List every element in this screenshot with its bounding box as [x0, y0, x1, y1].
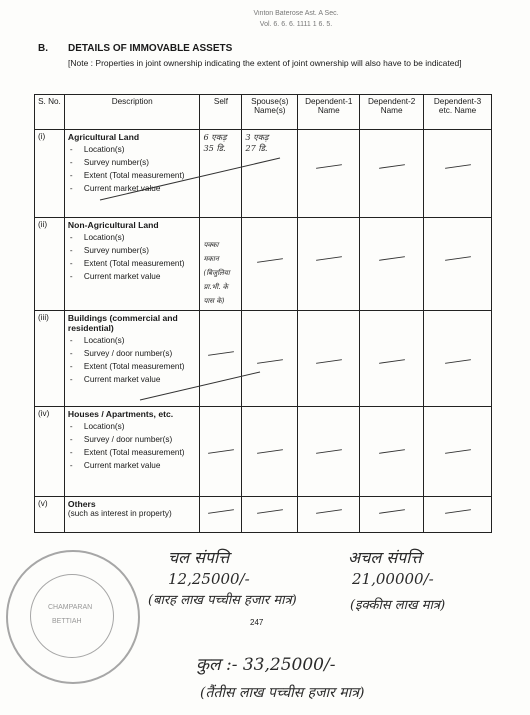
dependent-3-cell — [424, 130, 492, 218]
official-seal — [6, 550, 140, 684]
section-letter: B. — [38, 43, 48, 54]
blank-dash — [316, 449, 342, 454]
strike-line — [140, 372, 260, 400]
row-sub-label: (such as interest in property) — [67, 509, 172, 518]
row-label: Others — [67, 499, 96, 509]
table-row — [35, 407, 492, 497]
strike-lines — [80, 140, 330, 410]
row-item: - Current market value — [68, 374, 197, 385]
movable-label: चल संपत्ति — [168, 548, 230, 567]
header-sno: S. No. — [35, 95, 65, 130]
row-item: - Extent (Total measurement) — [68, 258, 197, 269]
immovable-label: अचल संपत्ति — [348, 548, 422, 567]
blank-dash — [208, 509, 234, 514]
blank-dash — [445, 256, 471, 261]
header-dependent-3: Dependent-3 etc. Name — [424, 95, 492, 130]
blank-dash — [379, 509, 405, 514]
table-row — [35, 497, 492, 533]
blank-dash — [445, 164, 471, 169]
row-item: - Survey number(s) — [68, 245, 197, 256]
movable-value: 12,25000/- — [168, 570, 250, 588]
row-number: (i) — [35, 130, 65, 218]
row-item: - Extent (Total measurement) — [68, 170, 197, 181]
dependent-2-cell — [360, 130, 424, 218]
row-item: - Location(s) — [68, 335, 197, 346]
blank-dash — [208, 449, 234, 454]
row-item: - Extent (Total measurement) — [68, 361, 197, 372]
dependent-3-cell — [424, 497, 492, 533]
spouse-cell — [242, 497, 298, 533]
self-cell — [200, 497, 242, 533]
immovable-value: 21,00000/- — [352, 570, 434, 588]
row-item: - Extent (Total measurement) — [68, 447, 197, 458]
page-number: 247 — [250, 618, 264, 627]
header-dependent-1: Dependent-1 Name — [298, 95, 360, 130]
dependent-3-cell — [424, 407, 492, 497]
blank-dash — [316, 509, 342, 514]
handwritten-entry: 6 एकड़ — [203, 132, 227, 142]
row-label: Buildings (commercial and residential) — [67, 313, 178, 333]
note-text: [Note : Properties in joint ownership indicating the extent of joint ownership will also have to be indicated] — [68, 58, 462, 68]
blank-dash — [257, 449, 283, 454]
total-words: (तैंतीस लाख पच्चीस हजार मात्र) — [200, 685, 365, 701]
row-item: - Location(s) — [68, 232, 197, 243]
dependent-2-cell — [360, 407, 424, 497]
dependent-1-cell — [298, 407, 360, 497]
seal-text: CHAMPARAN — [48, 604, 93, 611]
blank-dash — [379, 256, 405, 261]
handwritten-entry: 27 डि. — [245, 143, 268, 153]
self-cell — [200, 407, 242, 497]
handwritten-entry: 3 एकड़ — [245, 132, 269, 142]
handwritten-entry: प्रा.भी. के पास के) — [203, 283, 229, 305]
row-item: - Survey / door number(s) — [68, 348, 197, 359]
seal-inner-ring — [30, 574, 114, 658]
handwritten-entry: (बिजुलिया — [203, 269, 230, 277]
dependent-1-cell — [298, 497, 360, 533]
total-amount: कुल :- 33,25000/- — [196, 655, 336, 675]
handwritten-entry: पक्का — [203, 241, 219, 249]
section-title: DETAILS OF IMMOVABLE ASSETS — [68, 43, 233, 54]
table-header-row — [35, 95, 492, 130]
header-spouse: Spouse(s) Name(s) — [242, 95, 298, 130]
movable-words: (बारह लाख पच्चीस हजार मात्र) — [148, 593, 297, 608]
header-self: Self — [200, 95, 242, 130]
row-item: - Location(s) — [68, 421, 197, 432]
blank-dash — [257, 509, 283, 514]
header-description: Description — [64, 95, 200, 130]
seal-text: BETTIAH — [52, 618, 82, 625]
blank-dash — [379, 359, 405, 364]
blank-dash — [379, 164, 405, 169]
dependent-2-cell — [360, 218, 424, 311]
row-number: (iv) — [35, 407, 65, 497]
row-label: Houses / Apartments, etc. — [67, 409, 174, 419]
header-dependent-2: Dependent-2 Name — [360, 95, 424, 130]
row-item: - Current market value — [68, 271, 197, 282]
row-item: - Current market value — [68, 183, 197, 194]
spouse-cell — [242, 407, 298, 497]
row-number: (v) — [35, 497, 65, 533]
dependent-2-cell — [360, 497, 424, 533]
row-item: - Survey number(s) — [68, 157, 197, 168]
row-number: (iii) — [35, 311, 65, 407]
row-number: (ii) — [35, 218, 65, 311]
header-stamp-line: Vol. 6. 6. 6. 1111 1 6. 5. — [259, 21, 333, 28]
blank-dash — [445, 359, 471, 364]
immovable-words: (इक्कीस लाख मात्र) — [350, 598, 446, 613]
blank-dash — [445, 509, 471, 514]
dependent-3-cell — [424, 218, 492, 311]
handwritten-entry: 35 डि. — [203, 143, 226, 153]
dependent-2-cell — [360, 311, 424, 407]
row-item: - Location(s) — [68, 144, 197, 155]
header-stamp — [236, 8, 356, 46]
row-item: - Survey / door number(s) — [68, 434, 197, 445]
blank-dash — [379, 449, 405, 454]
blank-dash — [445, 449, 471, 454]
row-label: Non-Agricultural Land — [67, 220, 159, 230]
row-label: Agricultural Land — [67, 132, 140, 142]
row-description — [64, 497, 200, 533]
row-description — [64, 407, 200, 497]
handwritten-entry: मकान — [203, 255, 219, 263]
strike-line — [100, 158, 280, 200]
row-item: - Current market value — [68, 460, 197, 471]
header-stamp-line: Vinton Baterose Ast. A Sec. — [253, 10, 339, 17]
dependent-3-cell — [424, 311, 492, 407]
